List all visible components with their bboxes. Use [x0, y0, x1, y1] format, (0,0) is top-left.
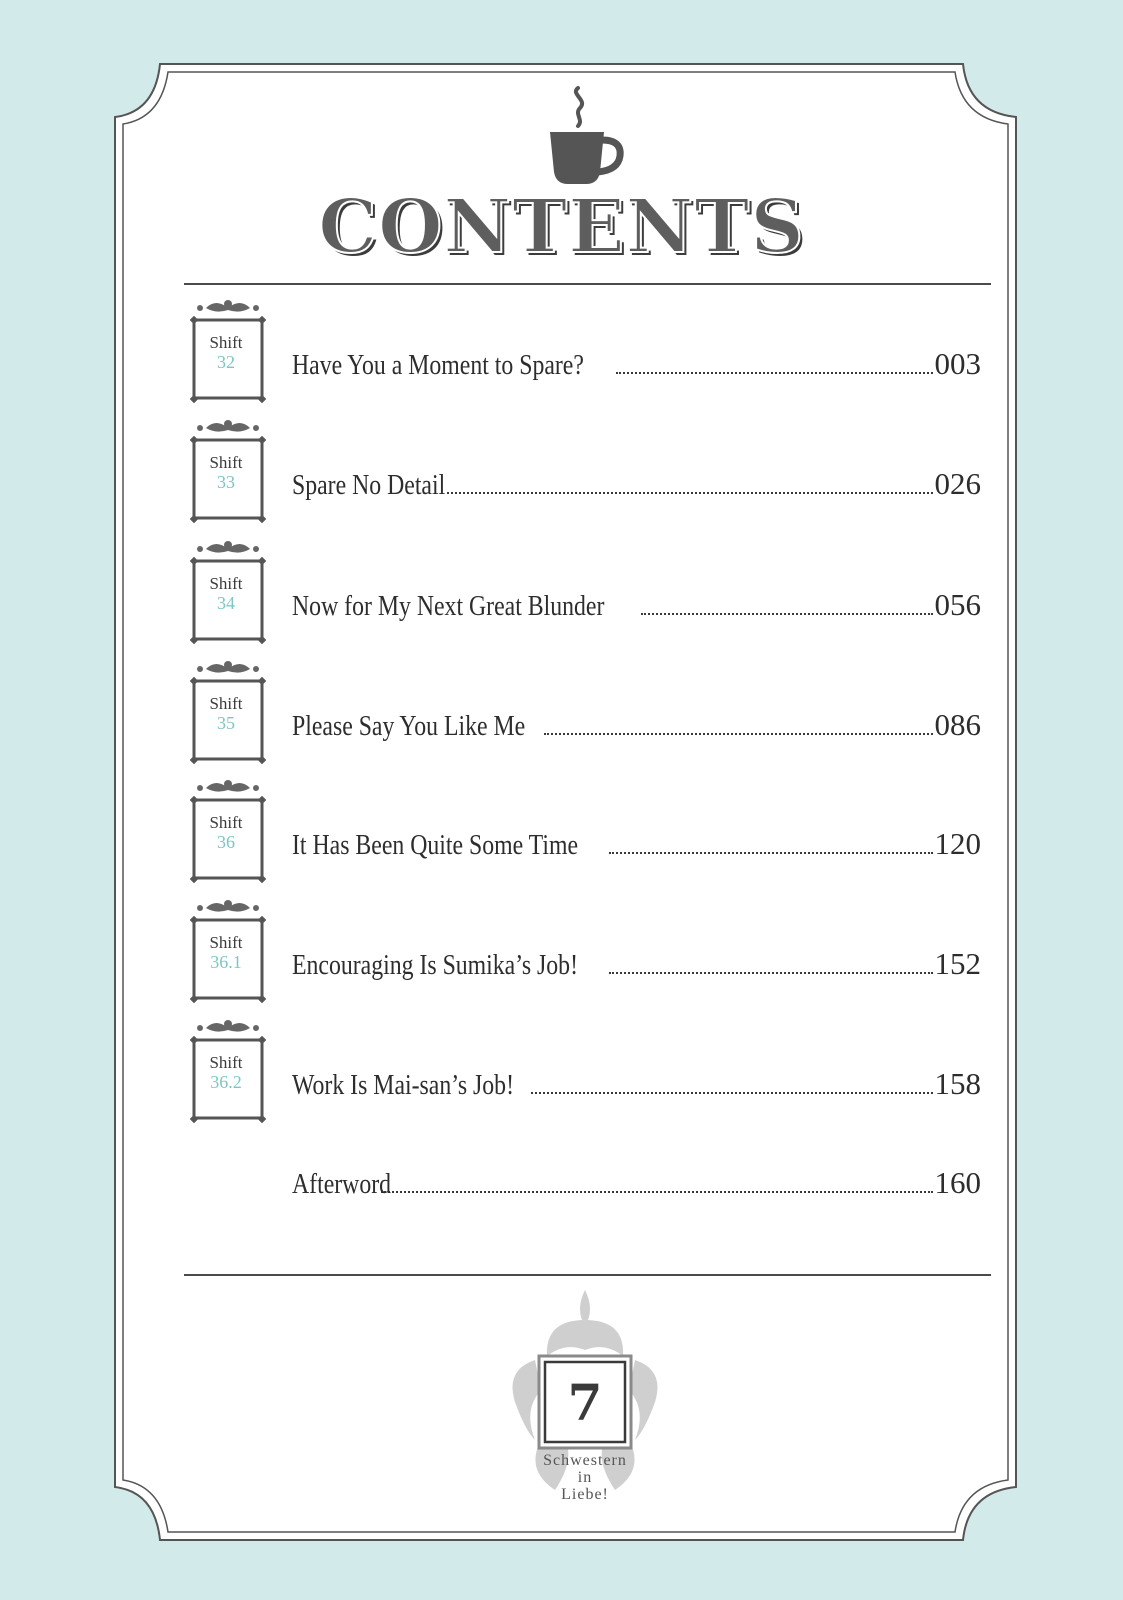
list-item[interactable]: [186, 296, 981, 406]
list-item[interactable]: [186, 416, 981, 526]
page-number: 086: [934, 707, 981, 742]
page-number: 160: [934, 1165, 981, 1200]
dot-leader: [641, 613, 933, 615]
shift-label: Shift: [209, 694, 243, 713]
page-number: 026: [934, 466, 981, 501]
shift-label: Shift: [209, 813, 243, 832]
shift-number: 32: [217, 351, 235, 372]
series-title-line3: Liebe!: [561, 1485, 609, 1503]
shift-label: Shift: [209, 1053, 243, 1072]
dot-leader: [609, 972, 933, 974]
volume-number: 7: [567, 1373, 603, 1432]
shift-number: 36: [217, 831, 235, 852]
shift-number: 33: [217, 471, 235, 492]
chapter-title: Spare No Detail: [292, 469, 446, 501]
dot-leader: [447, 492, 933, 494]
dot-leader: [609, 852, 933, 854]
list-item-afterword[interactable]: [186, 1115, 981, 1225]
shift-label: Shift: [209, 333, 243, 352]
shift-label: Shift: [209, 933, 243, 952]
page-number: 120: [934, 826, 981, 861]
series-title-line2: in: [577, 1468, 593, 1486]
list-item[interactable]: [186, 896, 981, 1006]
shift-label: Shift: [209, 574, 243, 593]
dot-leader: [544, 733, 932, 735]
chapter-title: Have You a Moment to Spare?: [292, 349, 584, 381]
dot-leader: [381, 1191, 933, 1193]
dot-leader: [616, 372, 932, 374]
series-title-line1: Schwestern: [543, 1452, 627, 1469]
dot-leader: [531, 1092, 933, 1094]
page-number: 152: [934, 946, 981, 981]
afterword-title: Afterword: [292, 1168, 392, 1200]
shift-label: Shift: [209, 453, 243, 472]
shift-number: 35: [217, 712, 235, 733]
page-number: 056: [934, 587, 981, 622]
shift-number: 34: [217, 592, 235, 613]
shift-number: 36.2: [210, 1071, 242, 1092]
bottom-divider: [184, 1274, 991, 1276]
list-item[interactable]: [186, 1016, 981, 1126]
list-item[interactable]: [186, 537, 981, 647]
list-item[interactable]: [186, 776, 981, 886]
chapter-title: Encouraging Is Sumika’s Job!: [292, 949, 578, 981]
shift-number: 36.1: [210, 951, 242, 972]
chapter-title: Work Is Mai-san’s Job!: [292, 1069, 514, 1101]
page-number: 003: [934, 346, 981, 381]
page-number: 158: [934, 1066, 981, 1101]
page-title: CONTENTS: [318, 184, 805, 270]
chapter-title: Now for My Next Great Blunder: [292, 590, 605, 622]
chapter-title: It Has Been Quite Some Time: [292, 829, 579, 861]
series-title: [505, 1453, 665, 1503]
list-item[interactable]: [186, 657, 981, 767]
chapter-title: Please Say You Like Me: [292, 710, 526, 742]
